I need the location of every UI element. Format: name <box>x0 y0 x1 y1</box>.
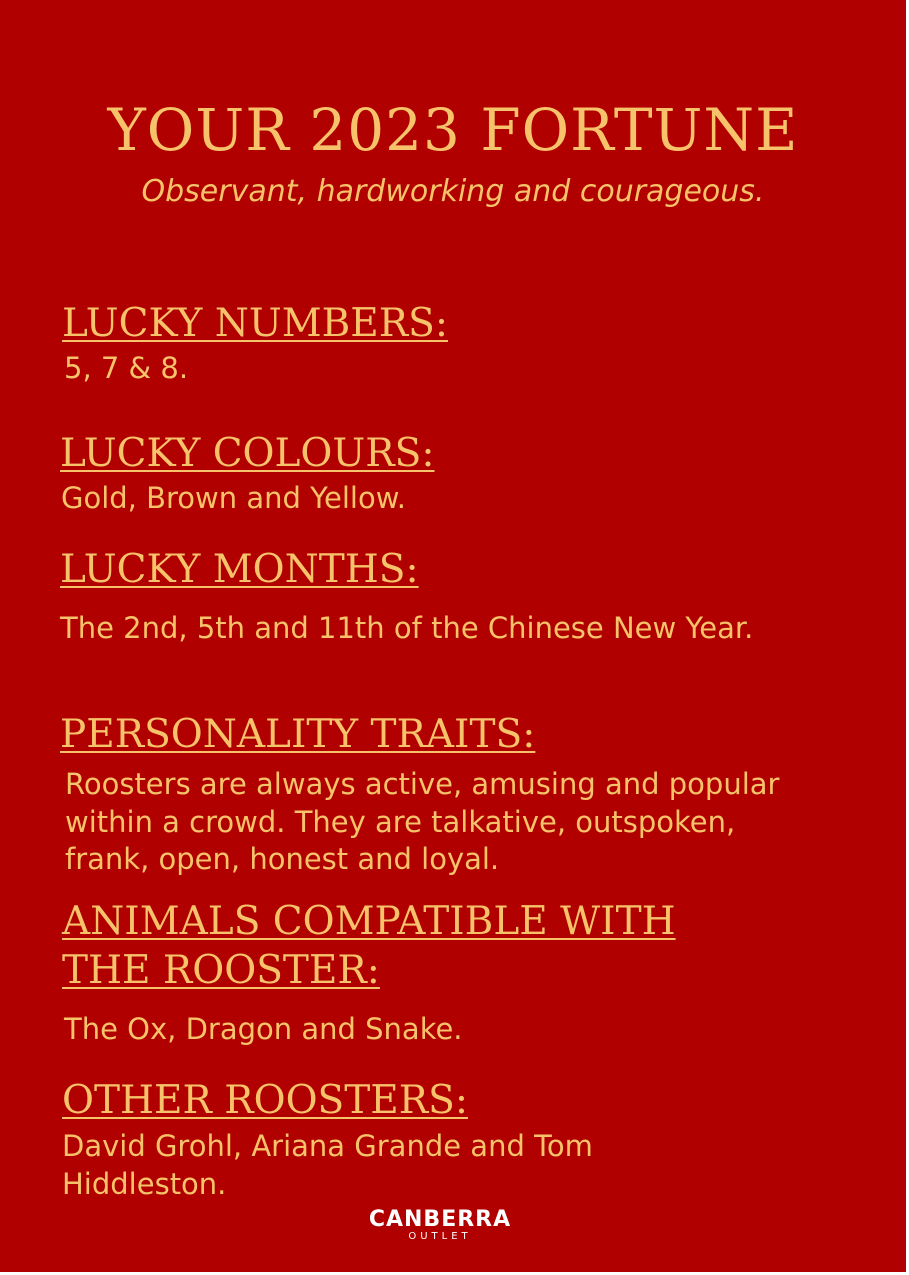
page-title: YOUR 2023 FORTUNE <box>107 96 799 164</box>
canberra-outlet-logo <box>340 1209 540 1243</box>
compatible-animals-text: The Ox, Dragon and Snake. <box>64 1012 463 1046</box>
page-subtitle: Observant, hardworking and courageous. <box>141 174 765 209</box>
lucky-months-text: The 2nd, 5th and 11th of the Chinese New Year. <box>60 611 754 645</box>
brand-sub: OUTLET <box>408 1231 472 1242</box>
lucky-numbers-heading: LUCKY NUMBERS: <box>62 301 448 346</box>
personality-traits-text: Roosters are always active, amusing and popular within a crowd. They are talkative, outspoken, frank, open, honest and loyal. <box>65 767 780 877</box>
lucky-numbers-text: 5, 7 & 8. <box>64 351 189 385</box>
other-roosters-text: David Grohl, Ariana Grande and Tom Hiddleston. <box>62 1129 593 1201</box>
lucky-colours-text: Gold, Brown and Yellow. <box>61 481 406 515</box>
lucky-colours-heading: LUCKY COLOURS: <box>60 431 435 476</box>
personality-traits-heading: PERSONALITY TRAITS: <box>60 712 536 757</box>
other-roosters-heading: OTHER ROOSTERS: <box>62 1078 468 1123</box>
brand-name: CANBERRA <box>368 1207 512 1232</box>
lucky-months-heading: LUCKY MONTHS: <box>60 547 419 592</box>
compatible-animals-heading: ANIMALS COMPATIBLE WITH THE ROOSTER: <box>62 899 676 993</box>
